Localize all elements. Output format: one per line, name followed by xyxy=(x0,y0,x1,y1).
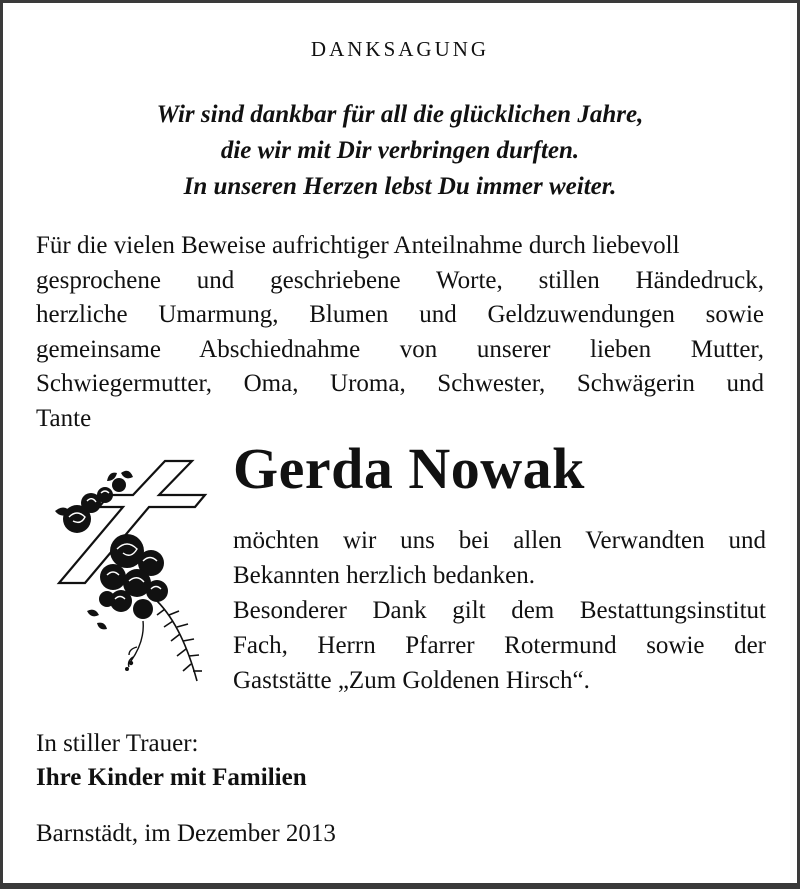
thanks-line: Fach, Herrn Pfarrer Rotermund sowie der xyxy=(233,632,766,659)
verse-line: In unseren Herzen lebst Du immer weiter. xyxy=(183,173,617,200)
deceased-name: Gerda Nowak xyxy=(233,436,585,501)
intro-line: Für die vielen Beweise aufrichtiger Anteilnahme durch liebevoll xyxy=(36,232,680,259)
intro-line: Schwiegermutter, Oma, Uroma, Schwester, Schwägerin und xyxy=(36,370,764,397)
intro-paragraph xyxy=(36,229,764,436)
intro-line: Tante xyxy=(36,404,92,432)
obituary-card xyxy=(3,3,797,883)
verse-line: Wir sind dankbar für all die glücklichen Jahre, xyxy=(156,101,644,128)
thanks-line: Bekannten herzlich bedanken. xyxy=(233,562,535,589)
cross-with-roses-icon xyxy=(47,451,212,686)
intro-line: gesprochene und geschriebene Worte, stillen Händedruck, xyxy=(36,266,764,294)
thanks-paragraph xyxy=(233,523,766,698)
verse xyxy=(3,97,797,205)
signature-family: Ihre Kinder mit Familien xyxy=(36,764,307,791)
intro-line: herzliche Umarmung, Blumen und Geldzuwendungen sowie xyxy=(36,301,764,328)
heading: DANKSAGUNG xyxy=(310,37,490,61)
thanks-line: Besonderer Dank gilt dem Bestattungsinstitut xyxy=(233,597,766,624)
thanks-line: Gaststätte „Zum Goldenen Hirsch“. xyxy=(233,667,590,694)
intro-line: gemeinsame Abschiednahme von unserer lieben Mutter, xyxy=(36,335,764,363)
signature-block xyxy=(36,727,736,795)
thanks-line: möchten wir uns bei allen Verwandten und xyxy=(233,527,766,554)
verse-line: die wir mit Dir verbringen durften. xyxy=(220,137,580,164)
signature-intro: In stiller Trauer: xyxy=(36,730,199,757)
place-date: Barnstädt, im Dezember 2013 xyxy=(36,820,336,847)
